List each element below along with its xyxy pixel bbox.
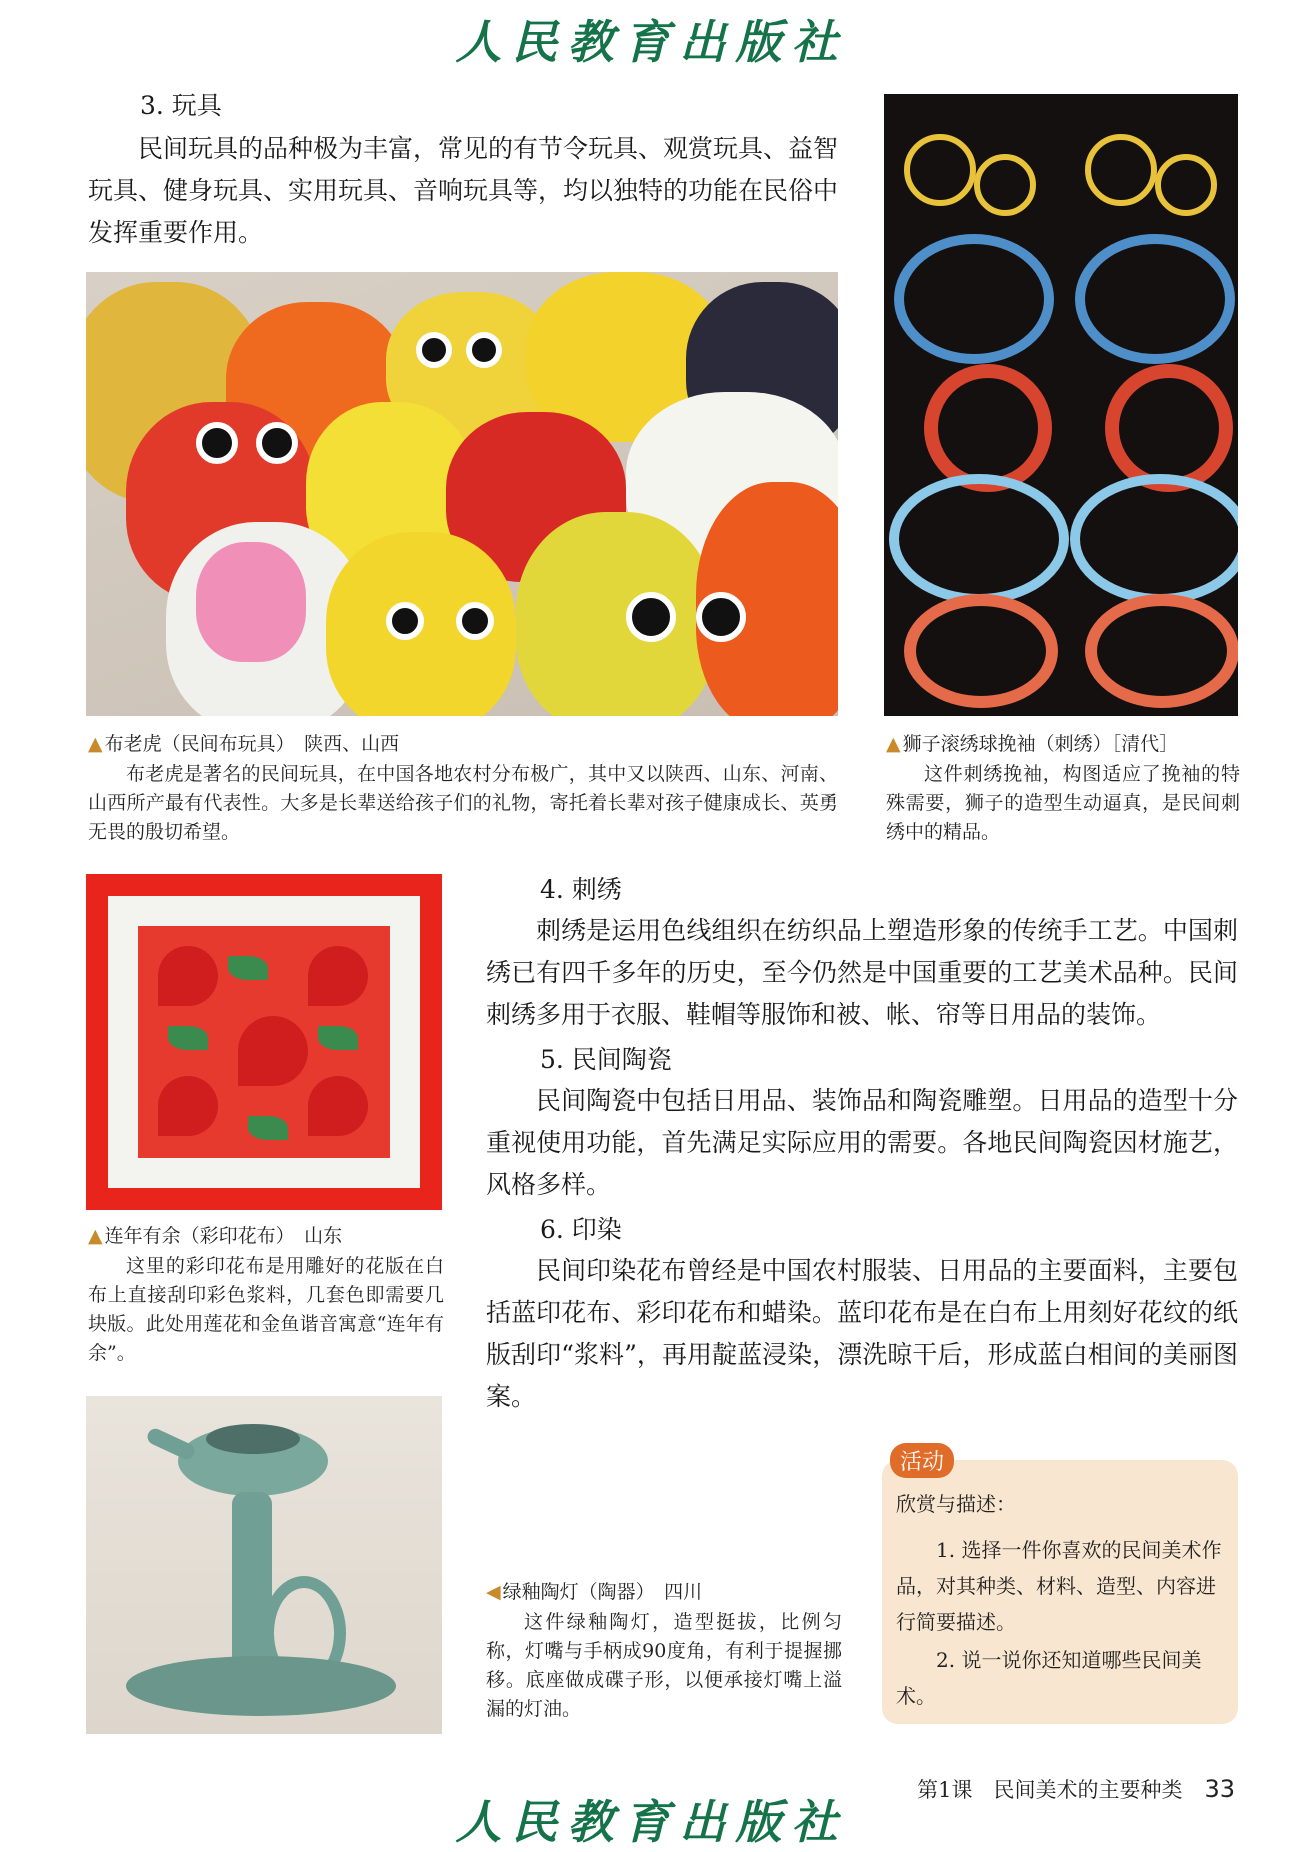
caption-body-tiger: 布老虎是著名的民间玩具，在中国各地农村分布极广，其中又以陕西、山东、河南、山西所产最有代表性。大多是长辈送给孩子们的礼物，寄托着长辈对孩子健康成长、英勇无畏的殷切希望。	[88, 763, 838, 843]
triangle-left-icon: ◀	[486, 1581, 501, 1603]
triangle-up-icon: ▲	[88, 733, 103, 755]
heading-ceramics: 5. 民间陶瓷	[540, 1045, 672, 1074]
page-number: 33	[1204, 1775, 1235, 1803]
heading-dyeing: 6. 印染	[540, 1215, 622, 1244]
caption-body-lamp: 这件绿釉陶灯，造型挺拔，比例匀称，灯嘴与手柄成90度角，有利于提握挪移。底座做成碟子形，以便承接灯嘴上溢漏的灯油。	[486, 1611, 842, 1720]
paragraph-ceramics: 民间陶瓷中包括日用品、装饰品和陶瓷雕塑。日用品的造型十分重视使用功能，首先满足实际应用的需要。各地民间陶瓷因材施艺，风格多样。	[486, 1086, 1238, 1199]
activity-item-1: 1. 选择一件你喜欢的民间美术作品，对其种类、材料、造型、内容进行简要描述。	[896, 1538, 1222, 1634]
photo-green-glazed-lamp	[86, 1396, 442, 1734]
caption-title-lamp: ◀ 绿釉陶灯（陶器） 四川	[486, 1581, 703, 1603]
triangle-up-icon: ▲	[886, 733, 901, 755]
caption-title-sleeve: ▲ 狮子滚绣球挽袖（刺绣）［清代］	[886, 733, 1179, 755]
activity-item-2: 2. 说一说你还知道哪些民间美术。	[896, 1648, 1202, 1708]
triangle-up-icon: ▲	[88, 1225, 103, 1247]
publisher-logo-top: 人民教育出版社	[455, 15, 848, 69]
activity-badge: 活动	[890, 1443, 954, 1478]
photo-cloth-tigers	[86, 272, 838, 716]
caption-title-cloth: ▲ 连年有余（彩印花布） 山东	[88, 1225, 343, 1247]
paragraph-embroidery: 刺绣是运用色线组织在纺织品上塑造形象的传统手工艺。中国刺绣已有四千多年的历史，至今仍然是中国重要的工艺美术品种。民间刺绣多用于衣服、鞋帽等服饰和被、帐、帘等日用品的装饰。	[486, 916, 1238, 1029]
heading-embroidery: 4. 刺绣	[540, 875, 622, 904]
activity-intro: 欣赏与描述：	[896, 1492, 1016, 1516]
paragraph-toys: 民间玩具的品种极为丰富，常见的有节令玩具、观赏玩具、益智玩具、健身玩具、实用玩具、音响玩具等，均以独特的功能在民俗中发挥重要作用。	[88, 134, 839, 247]
photo-printed-cloth	[86, 874, 442, 1210]
paragraph-dyeing: 民间印染花布曾经是中国农村服装、日用品的主要面料，主要包括蓝印花布、彩印花布和蜡染。蓝印花布是在白布上用刻好花纹的纸版刮印“浆料”，再用靛蓝浸染，漂洗晾干后，形成蓝白相间的美丽图案。	[486, 1256, 1238, 1411]
photo-embroidered-sleeve	[884, 94, 1238, 716]
caption-body-sleeve: 这件刺绣挽袖，构图适应了挽袖的特殊需要，狮子的造型生动逼真，是民间刺绣中的精品。	[886, 763, 1240, 843]
heading-toys: 3. 玩具	[140, 91, 222, 120]
caption-title-tiger: ▲ 布老虎（民间布玩具） 陕西、山西	[88, 733, 400, 755]
footer-lesson-title: 第1课 民间美术的主要种类	[917, 1778, 1183, 1802]
activity-box	[882, 1460, 1238, 1724]
caption-body-cloth: 这里的彩印花布是用雕好的花版在白布上直接刮印彩色浆料，几套色即需要几块版。此处用莲花和金鱼谐音寓意“连年有余”。	[88, 1255, 444, 1364]
publisher-logo-bottom: 人民教育出版社	[455, 1795, 848, 1849]
